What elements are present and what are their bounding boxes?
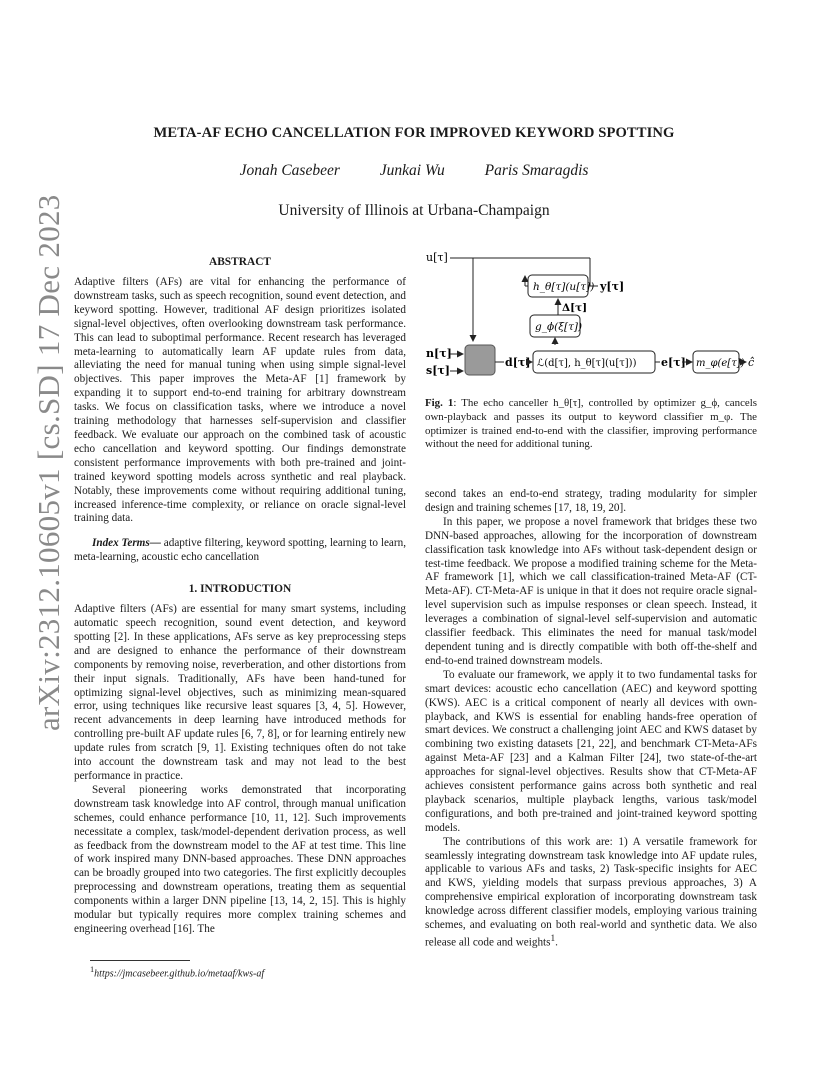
index-terms xyxy=(74,537,406,565)
affiliation: University of Illinois at Urbana-Champaign xyxy=(278,202,550,219)
abstract-text: Adaptive filters (AFs) are vital for enhancing the performance of downstream tasks, such as speech recognition, sound event detection, and keyword spotting. However, traditional AF design prioritizes isolated signal-level objectives, often overlooking downstream task performance. This can lead to suboptimal performance. Recent research has leveraged meta-learning to automatically learn AF update rules from data, alleviating the need for manual tuning when using simple signal-level objectives. This paper improves the Meta-AF [1] framework by expanding it to support end-to-end training for arbitrary downstream tasks. We focus on classification tasks, where we introduce a novel training methodology that harnesses self-supervision and classifier feedback. We evaluate our approach on the combined task of acoustic echo cancellation and keyword spotting. Our findings demonstrate consistent performance improvements with both pre-trained and joint-trained keyword spotting models across synthetic and real playback. Notably, these improvements come without requiring additional tuning, increased inference-time complexity, or reliance on oracle signal-level training data. xyxy=(74,276,406,525)
figure-caption-text: : The echo canceller h_θ[τ], controlled by optimizer g_ϕ, cancels own-playback and passes its output to keyword classifier m_φ. The optimizer is trained end-to-end with the classifier, improving performance without the need for additional tuning. xyxy=(425,397,757,451)
paper-title: META-AF ECHO CANCELLATION FOR IMPROVED KEYWORD SPOTTING xyxy=(153,125,675,141)
author-name: Junkai Wu xyxy=(379,162,445,179)
intro-paragraph-3: second takes an end-to-end strategy, trading modularity for simpler design and training schemes [17, 18, 19, 20]. xyxy=(425,488,757,514)
figure-caption xyxy=(425,397,757,452)
figure-diagram xyxy=(420,245,760,390)
delta-label: Δ[τ] xyxy=(562,302,588,314)
n-label: n[τ] xyxy=(426,347,452,360)
d-label: d[τ] xyxy=(505,356,531,369)
footnote-rule xyxy=(90,960,190,961)
c-label: ĉ xyxy=(748,356,755,369)
footnote-link[interactable]: https://jmcasebeer.github.io/metaaf/kws-af xyxy=(94,968,265,980)
intro-paragraph-2: Several pioneering works demonstrated that incorporating downstream task knowledge into AF control, through manual unification schemes, could enhance performance [10, 11, 12]. Such improvements necessitate a complex, task/model-dependent derivation process, as well as feedback from the downstream model to the AF at test time. This line of work inspired many DNN-based approaches. These DNN approaches can be broadly grouped into two categories. The first explicitly decouples preprocessing and downstream operations, treating them as sequential components within a larger DNN pipeline [13, 14, 2, 15]. This is highly modular but typically requires more complex training schemes and engineering overhead [16]. The xyxy=(74,783,406,935)
e-label: e[τ] xyxy=(661,356,686,369)
author-name: Jonah Casebeer xyxy=(239,162,340,179)
g-label: g_ϕ(ξ[τ]) xyxy=(535,321,583,333)
index-terms-text: adaptive filtering, keyword spotting, learning to learn, meta-learning, acoustic echo cancellation xyxy=(74,537,406,564)
arxiv-stamp: arXiv:2312.10605v1 [cs.SD] 17 Dec 2023 xyxy=(31,194,66,731)
contributions-text: The contributions of this work are: 1) A versatile framework for seamlessly integrating downstream task knowledge into AF update rules, applicable to various AFs and tasks, 2) Task-specific insights for AEC and KWS, yielding models that surpass previous approaches, 3) A comprehensive empirical exploration of incorporating downstream task knowledge across different classifier models, employing various training schemes, and evaluating on both real-world and synthetic data. We also release all code and weights xyxy=(425,835,757,949)
room-box xyxy=(465,345,495,375)
figure-label: Fig. 1 xyxy=(425,397,454,409)
intro-paragraph-6 xyxy=(425,836,757,951)
loss-label: ℒ(d[τ], h_θ[τ](u[τ])) xyxy=(537,358,637,369)
h-label: h_θ[τ](u[τ]) xyxy=(533,281,595,293)
abstract-section xyxy=(74,256,406,937)
m-label: m_φ(e[τ]) xyxy=(696,358,745,369)
intro-paragraph-1: Adaptive filters (AFs) are essential for many smart systems, including automatic speech recognition, sound event detection, and keyword spotting [2]. In these applications, AFs serve as key preprocessing steps and are designed to enhance the performance of their downstream components by removing noise, reverberation, and other distortions from their input signals. Traditionally, AFs have been hand-tuned for optimizing signal-level objectives, such as minimizing mean-squared error, using techniques like recursive least squares [3, 4, 5]. However, recent advancements in deep learning have introduced methods for controlling pre-built AF update rules [6, 7, 8], or for learning entirely new update rules from scratch [9, 1]. Existing techniques often do not take into account the downstream task and may not lead to the best performance in practice. xyxy=(74,603,406,782)
u-label: u[τ] xyxy=(426,251,448,264)
footnote-mark: 1 xyxy=(90,965,95,974)
contributions-end: . xyxy=(555,936,558,949)
index-terms-label: Index Terms— xyxy=(92,537,161,550)
author-name: Paris Smaragdis xyxy=(484,162,589,179)
intro-paragraph-5: To evaluate our framework, we apply it to two fundamental tasks for smart devices: acoustic echo cancellation (AEC) and keyword spotting (KWS). AEC is a critical component of nearly all devices with own-playback, and KWS is essential for enabling hands-free operation of smart devices. We construct a challenging joint AEC and KWS dataset by combining two existing datasets [21, 22], and benchmark CT-Meta-AFs against Meta-AF [23] and a Kalman Filter [24], two state-of-the-art approaches for signal-level objectives. Results show that CT-Meta-AF achieves consistent performance gains across both synthetic and real playback scenarios, multiple playback lengths, various task/model configurations, and both pre-trained and joint-trained keyword spotting models. xyxy=(425,668,757,834)
footnote xyxy=(90,965,264,979)
intro-paragraph-4: In this paper, we propose a novel framework that bridges these two DNN-based approaches, allowing for the incorporation of downstream classification task knowledge into AFs without task-dependent design or test-time feedback. We propose a modified training scheme for the Meta-AF framework [1], which we call classification-trained Meta-AF (CT-Meta-AF). CT-Meta-AF is unique in that it does not require oracle signal-level supervision such as impulse responses or clean speech. Instead, it leverages a combination of signal-level self-supervision and automatic classifier feedback. This eliminates the need for manual task/model dependent tuning and is directly compatible with both off-the-shelf and end-to-end trained downstream models. xyxy=(425,515,757,667)
abstract-heading: ABSTRACT xyxy=(208,256,272,268)
footnote-ref[interactable]: 1 xyxy=(550,934,556,944)
intro-right-column xyxy=(425,488,757,951)
author-list xyxy=(0,162,828,180)
y-label: y[τ] xyxy=(600,280,625,293)
intro-heading: 1. INTRODUCTION xyxy=(188,583,292,596)
s-label: s[τ] xyxy=(426,364,451,377)
